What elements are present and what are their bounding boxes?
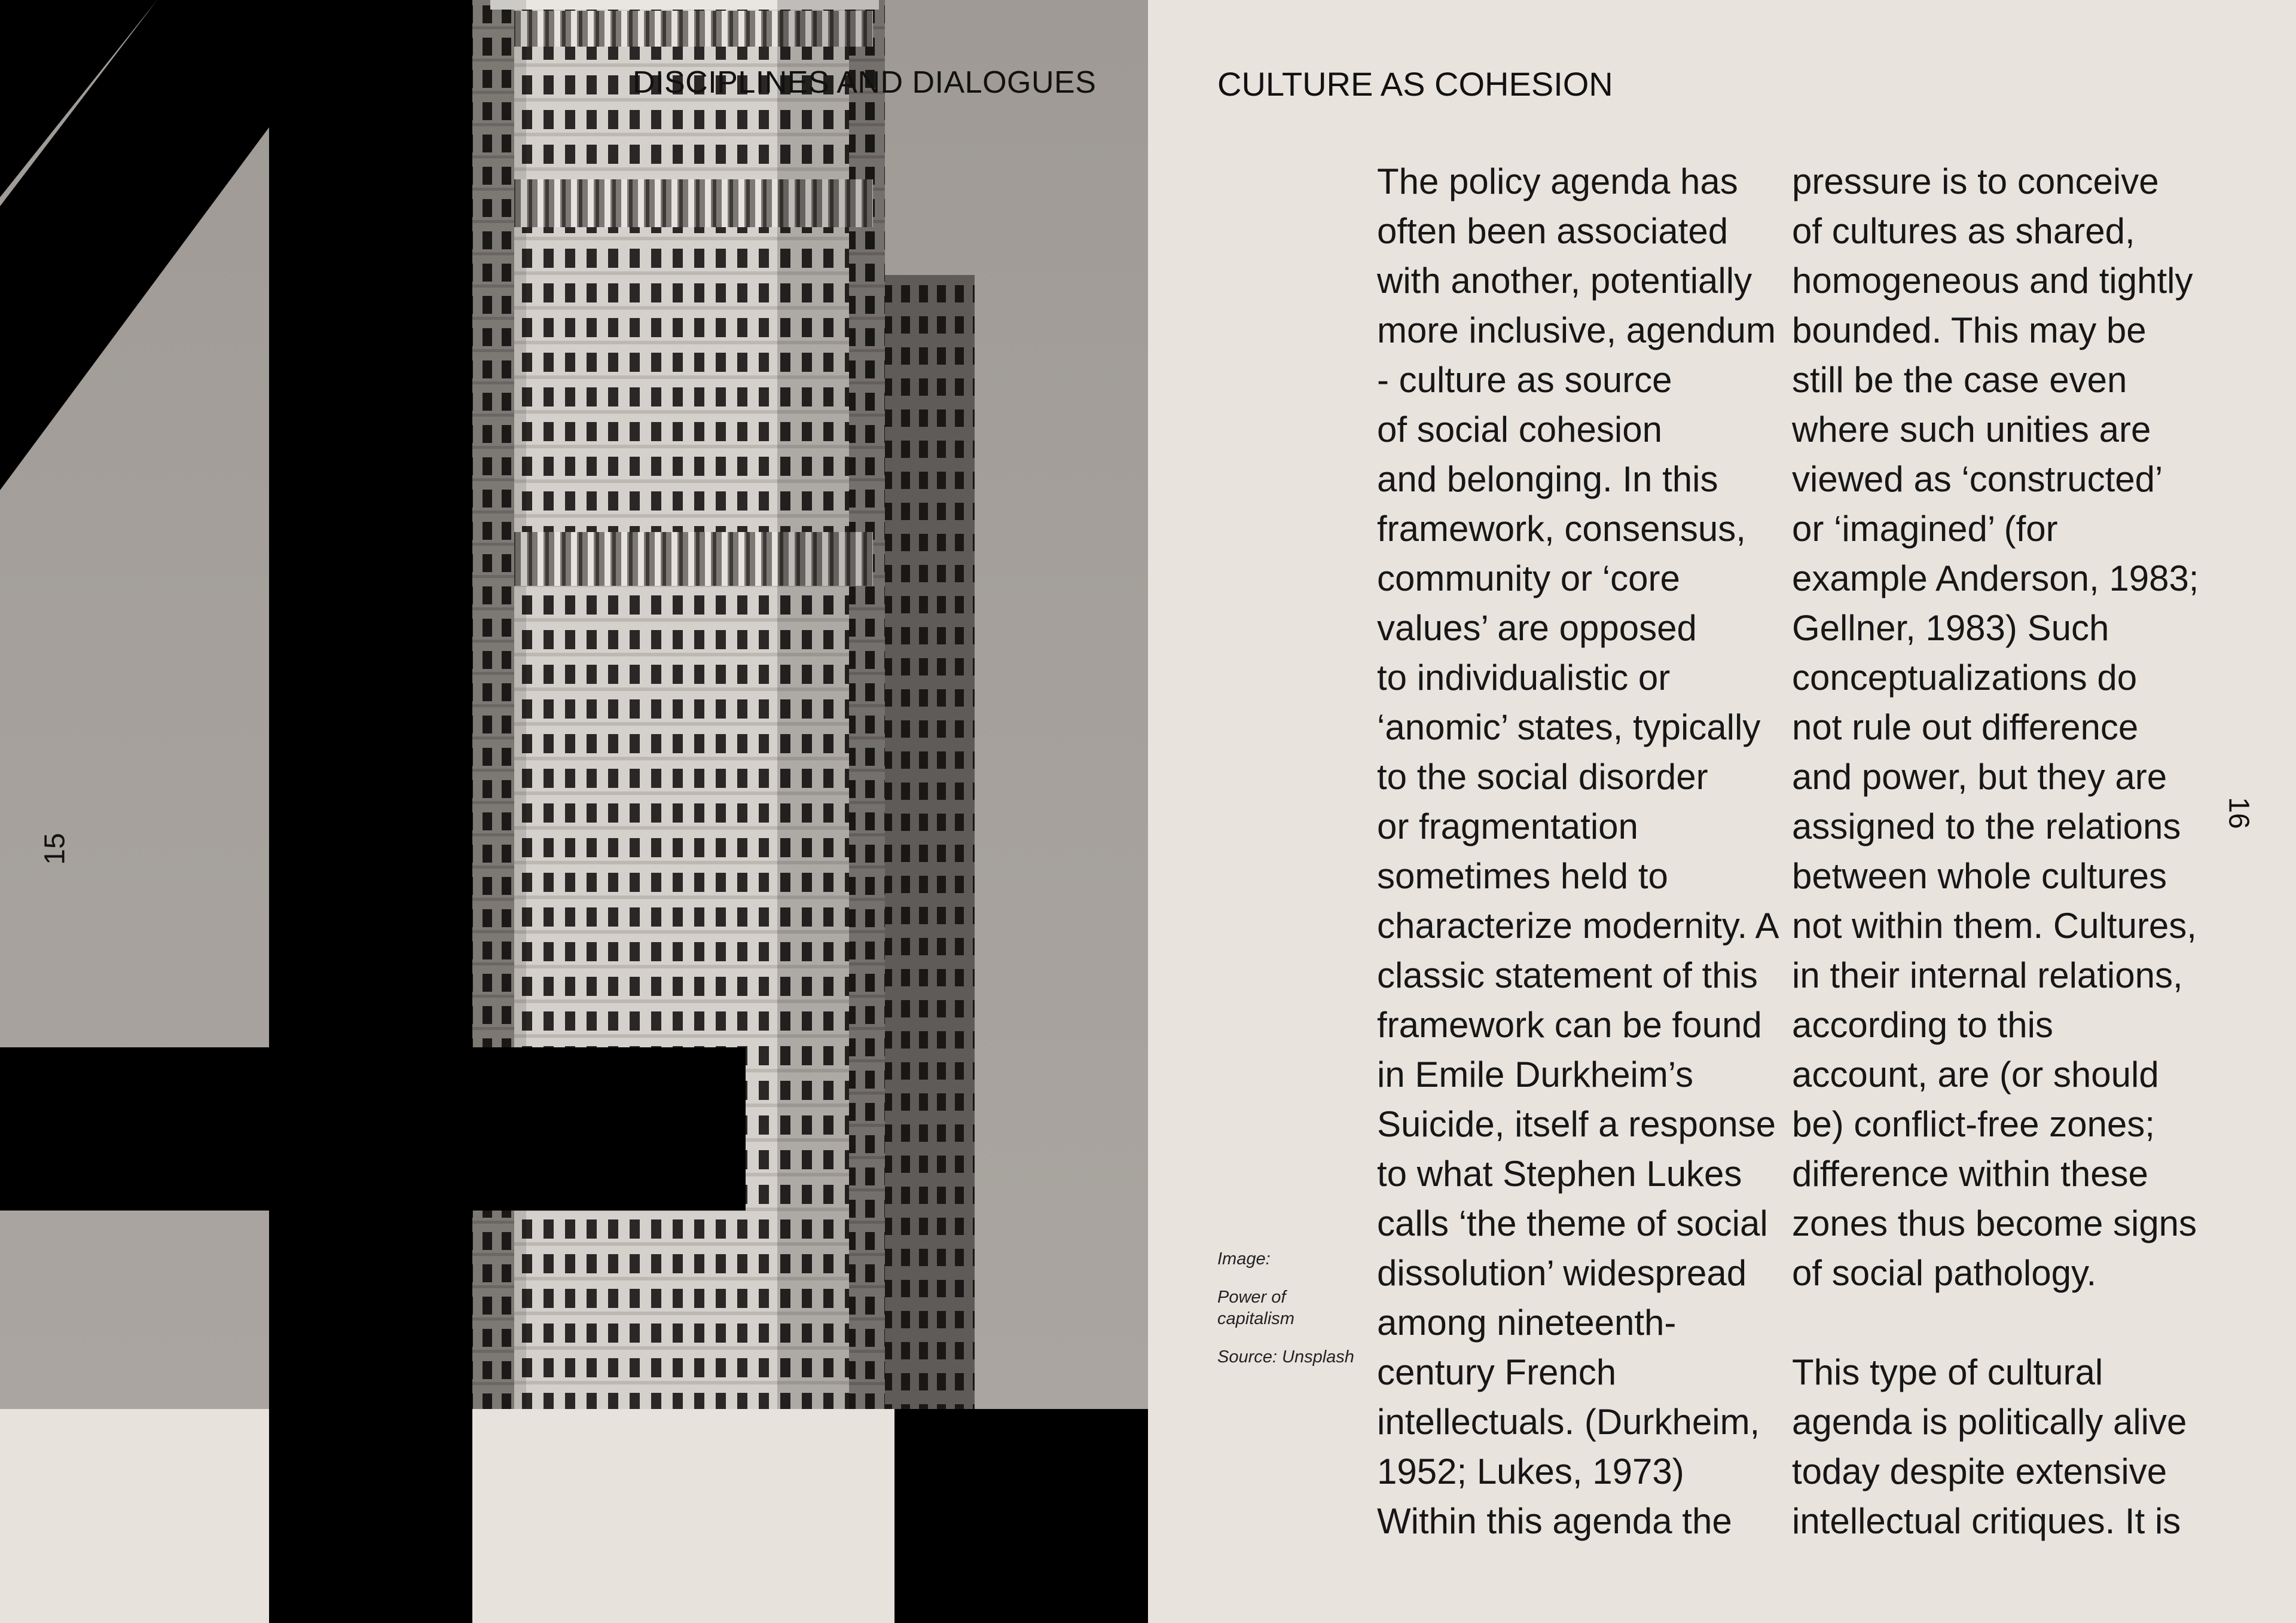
body-text-line: of social cohesion [1377,409,1662,450]
body-text-line: conceptualizations do [1792,658,2138,698]
body-text-line: or ‘imagined’ (for [1792,509,2058,549]
body-text-line: and belonging. In this [1377,459,1718,499]
body-text-line: account, are (or should [1792,1055,2159,1095]
paragraph-gap [1792,1298,2199,1347]
body-text-line: Gellner, 1983) Such [1792,608,2109,648]
body-text-line: - culture as source [1377,360,1672,400]
body-text-line: to what Stephen Lukes [1377,1154,1742,1194]
body-text-line: sometimes held to [1377,856,1668,896]
body-text-line: classic statement of this [1377,955,1758,995]
body-text-line: zones thus become signs [1792,1203,2197,1243]
body-text-line: today despite extensive [1792,1451,2167,1491]
page-number-left: 15 [39,833,71,865]
caption-title: Power of capitalism [1217,1288,1294,1328]
body-text-line: homogeneous and tightly [1792,261,2193,301]
right-page [1148,0,2296,1623]
body-text-line: ‘anomic’ states, typically [1377,707,1761,747]
body-text-line: still be the case even [1792,360,2127,400]
body-text-line: where such unities are [1792,409,2151,450]
body-text-line: of cultures as shared, [1792,211,2135,251]
body-text-line: not rule out difference [1792,707,2139,747]
body-text-line: agenda is politically alive [1792,1402,2187,1442]
body-text-line: Suicide, itself a response [1377,1104,1776,1144]
running-head-left: DISCIPLINES AND DIALOGUES [633,65,1097,100]
body-text-line: to the social disorder [1377,757,1708,797]
body-text-line: framework, consensus, [1377,509,1746,549]
body-column-2 [1792,157,2199,1546]
body-text-line: often been associated [1377,211,1729,251]
caption-source: Source: Unsplash [1217,1347,1354,1367]
body-column-1 [1377,157,1784,1546]
body-text-line: calls ‘the theme of social [1377,1203,1768,1243]
body-text-line: in their internal relations, [1792,955,2183,995]
body-text-line: and power, but they are [1792,757,2167,797]
body-text-line: example Anderson, 1983; [1792,558,2199,598]
body-text-line: viewed as ‘constructed’ [1792,459,2163,499]
body-text-line: difference within these [1792,1154,2148,1194]
body-text-line: among nineteenth- [1377,1303,1677,1343]
running-head-right: CULTURE AS COHESION [1217,65,1613,103]
body-text-line: intellectual critiques. It is [1792,1501,2181,1541]
body-text-line: 1952; Lukes, 1973) [1377,1451,1684,1491]
body-text-line: according to this [1792,1005,2053,1045]
body-text-line: characterize modernity. A [1377,906,1779,946]
body-text-line: more inclusive, agendum [1377,310,1776,350]
body-text-line: values’ are opposed [1377,608,1697,648]
body-text-line: between whole cultures [1792,856,2167,896]
body-text-line: in Emile Durkheim’s [1377,1055,1694,1095]
body-text-line: assigned to the relations [1792,806,2181,846]
body-text-line: intellectuals. (Durkheim, [1377,1402,1760,1442]
body-text-line: not within them. Cultures, [1792,906,2197,946]
image-caption [1217,1248,1361,1384]
body-text-line: of social pathology. [1792,1253,2097,1293]
body-text-line: be) conflict-free zones; [1792,1104,2155,1144]
caption-label: Image: [1217,1249,1271,1269]
body-text-line: The policy agenda has [1377,161,1738,201]
body-text-line: or fragmentation [1377,806,1638,846]
body-text-line: bounded. This may be [1792,310,2147,350]
body-text-line: with another, potentially [1377,261,1752,301]
body-text-line: century French [1377,1352,1617,1392]
page-number-right: 16 [2222,797,2255,829]
body-text-line: dissolution’ widespread [1377,1253,1747,1293]
body-text-line: community or ‘core [1377,558,1680,598]
body-text-line: pressure is to conceive [1792,161,2159,201]
body-text-line: Within this agenda the [1377,1501,1732,1541]
body-text-line: This type of cultural [1792,1352,2103,1392]
body-text-line: framework can be found [1377,1005,1762,1045]
body-text-line: to individualistic or [1377,658,1671,698]
